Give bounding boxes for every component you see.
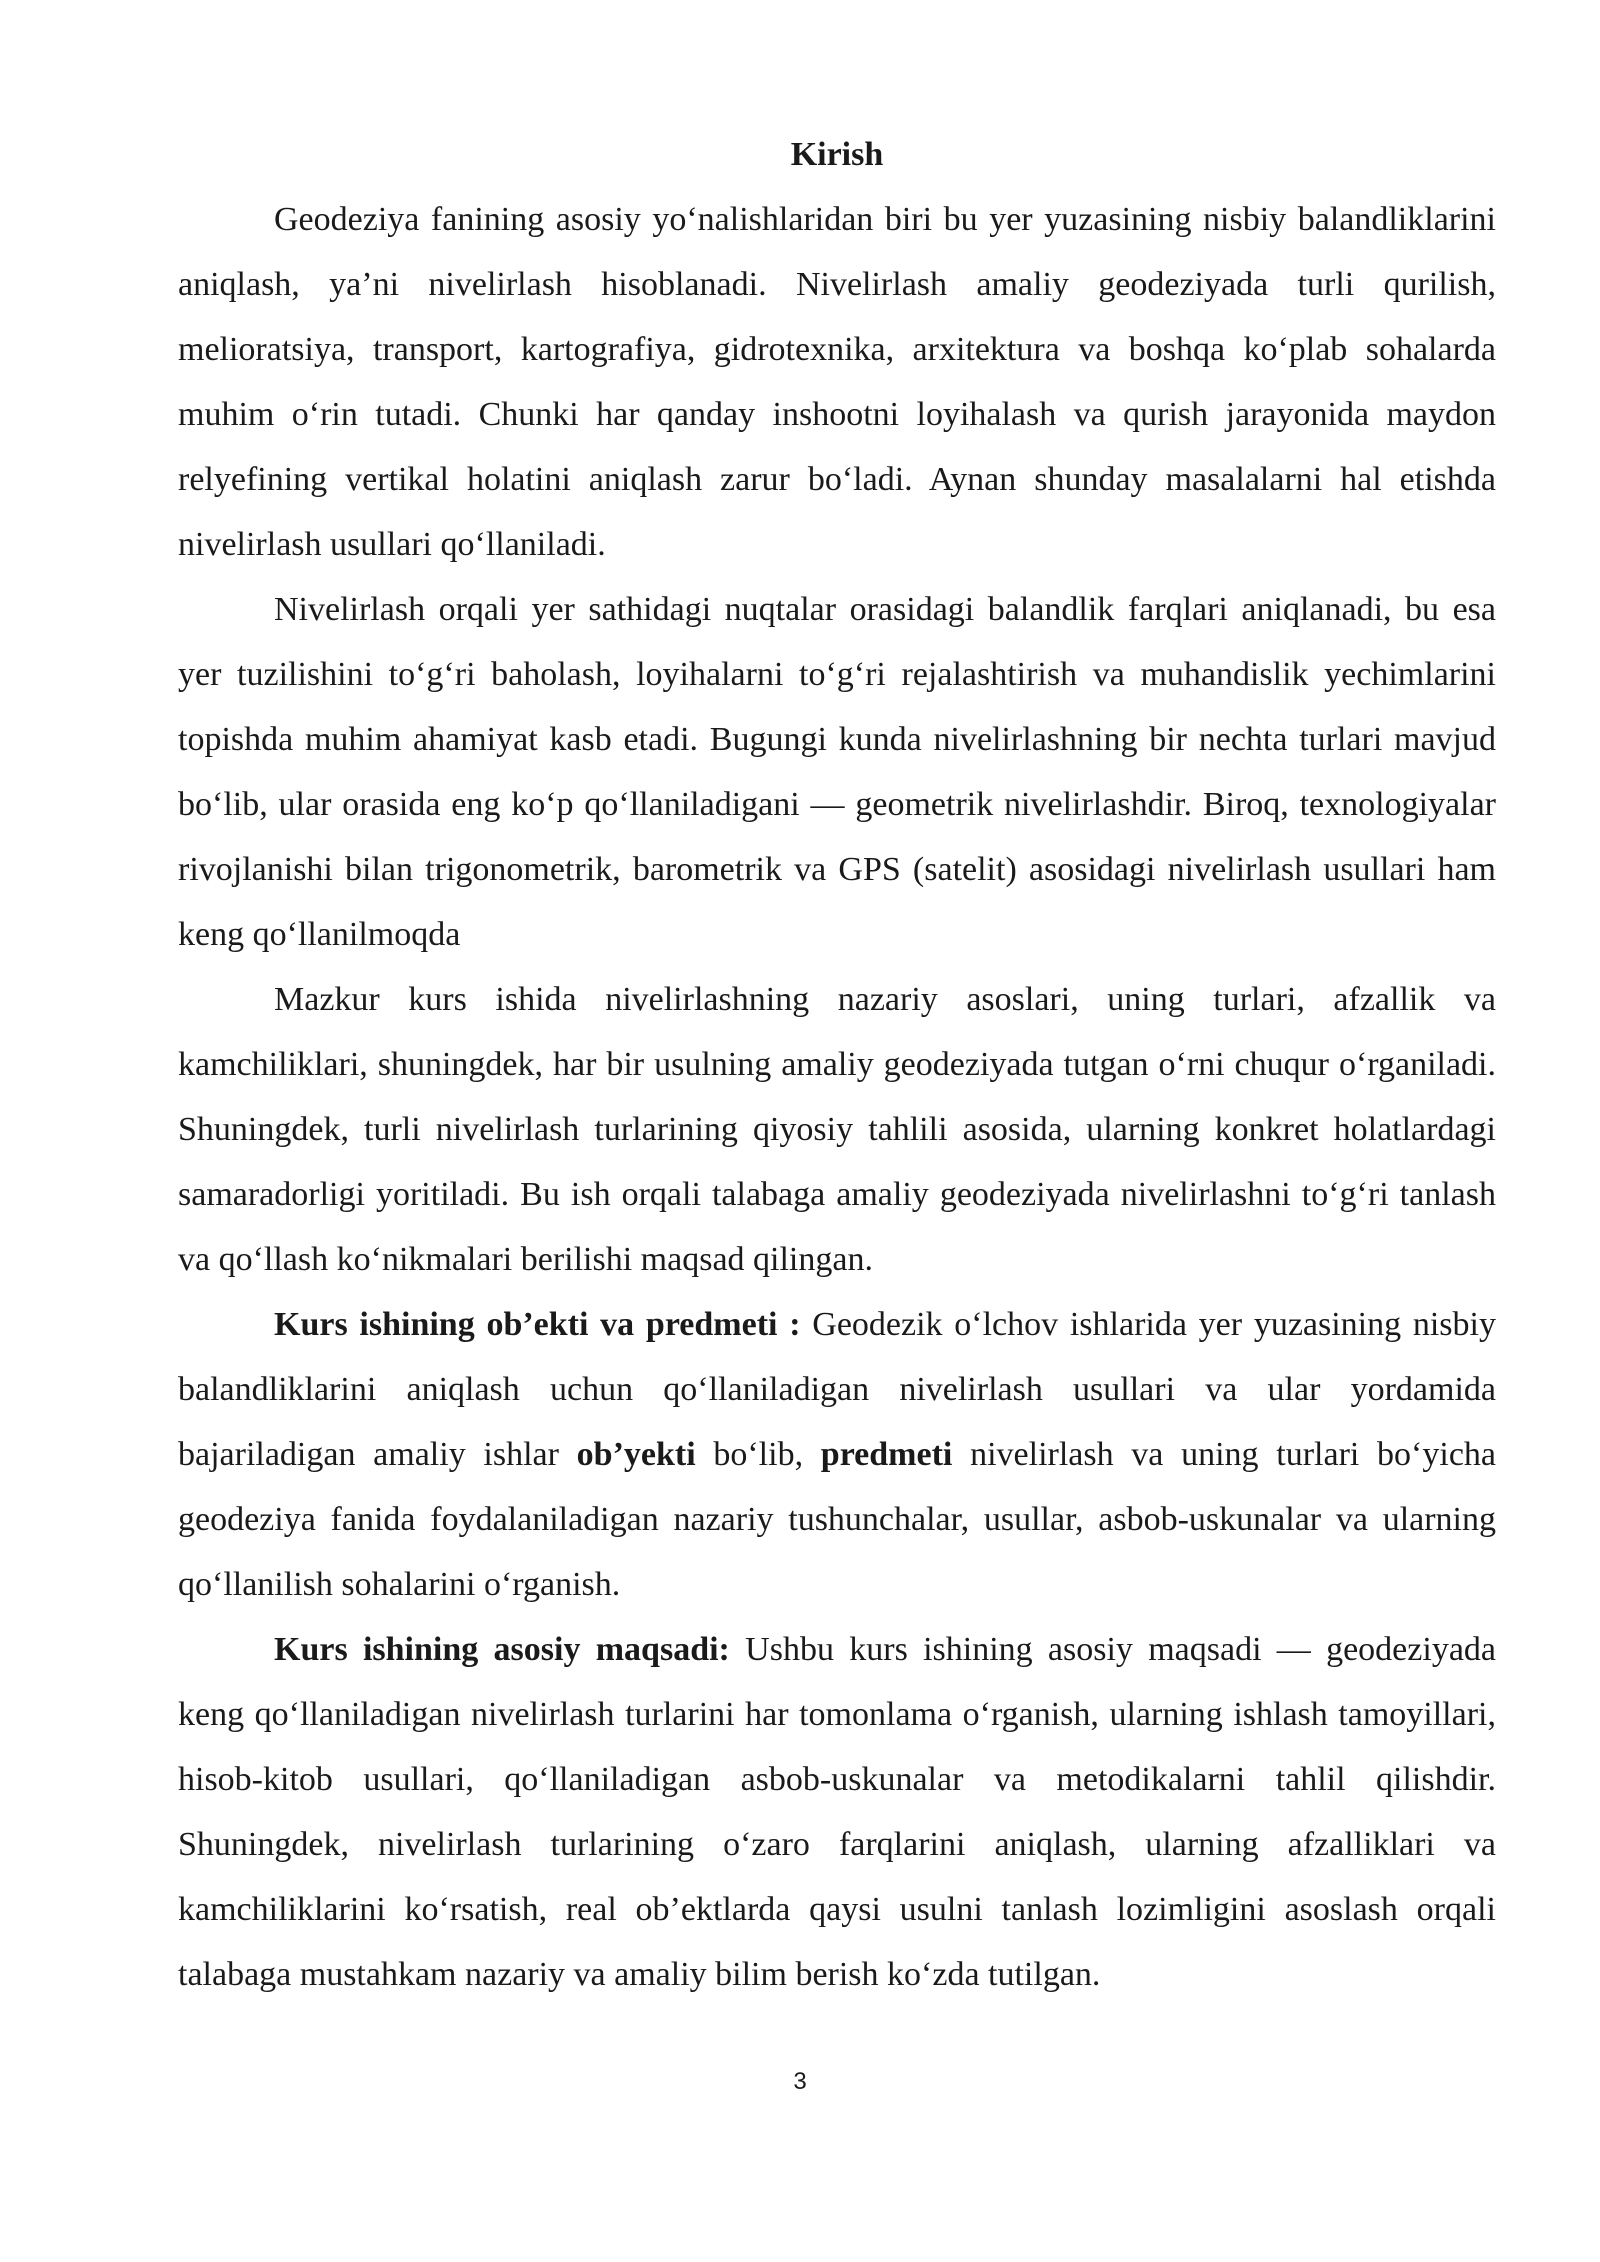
intro-paragraph-3: Mazkur kurs ishida nivelirlashning nazariy asoslari, uning turlari, afzallik va kamchiliklari, shuningdek, har bir usulning amaliy geodeziyada tutgan o‘rni chuqur o‘rganiladi. Shuningdek, turli nivelirlash turlarining qiyosiy tahlili asosida, ularning konkret holatlardagi samaradorligi yoritiladi. Bu ish orqali talabaga amaliy geodeziyada nivelirlashni to‘g‘ri tanlash va qo‘llash ko‘nikmalari berilishi maqsad qilingan. [178,981,1496,1278]
intro-paragraph-1: Geodeziya fanining asosiy yo‘nalishlaridan biri bu yer yuzasining nisbiy balandliklarini aniqlash, ya’ni nivelirlash hisoblanadi. Nivelirlash amaliy geodeziyada turli qurilish, melioratsiya, transport, kartografiya, gidrotexnika, arxitektura va boshqa ko‘plab sohalarda muhim o‘rin tutadi. Chunki har qanday inshootni loyihalash va qurish jarayonida maydon relyefining vertikal holatini aniqlash zarur bo‘ladi. Aynan shunday masalalarni hal etishda nivelirlash usullari qo‘llaniladi. [178,201,1496,563]
object-subject-paragraph [178,1292,1496,1617]
page-number: 3 [793,2068,807,2095]
object-subject-text-2: bo‘lib, [695,1436,821,1473]
object-term: ob’yekti [576,1436,696,1473]
intro-paragraph-2: Nivelirlash orqali yer sathidagi nuqtalar orasidagi balandlik farqlari aniqlanadi, bu esa yer tuzilishini to‘g‘ri baholash, loyihalarni to‘g‘ri rejalashtirish va muhandislik yechimlarini topishda muhim ahamiyat kasb etadi. Bugungi kunda nivelirlashning bir nechta turlari mavjud bo‘lib, ular orasida eng ko‘p qo‘llaniladigani — geometrik nivelirlashdir. Biroq, texnologiyalar rivojlanishi bilan trigonometrik, barometrik va GPS (satelit) asosidagi nivelirlash usullari ham keng qo‘llanilmoqda [178,591,1496,953]
section-title: Kirish [790,136,884,173]
subject-term: predmeti [820,1436,953,1473]
main-goal-paragraph [178,1617,1496,2007]
object-subject-text-3: nivelirlash va uning turlari bo‘yicha geodeziya fanida foydalaniladigan nazariy tushunchalar, usullar, asbob-uskunalar va ularning qo‘llanilish sohalarini o‘rganish. [178,1436,1496,1603]
document-page [178,122,1496,2007]
object-subject-heading: Kurs ishining ob’ekti va predmeti : [274,1306,801,1343]
main-goal-heading: Kurs ishining asosiy maqsadi: [274,1631,730,1668]
main-goal-text: Ushbu kurs ishining asosiy maqsadi — geodeziyada keng qo‘llaniladigan nivelirlash turlarini har tomonlama o‘rganish, ularning ishlash tamoyillari, hisob-kitob usullari, qo‘llaniladigan asbob-uskunalar va metodikalarni tahlil qilishdir. Shuningdek, nivelirlash turlarining o‘zaro farqlarini aniqlash, ularning afzalliklari va kamchiliklarini ko‘rsatish, real ob’ektlarda qaysi usulni tanlash lozimligini asoslash orqali talabaga mustahkam nazariy va amaliy bilim berish ko‘zda tutilgan. [178,1631,1496,1993]
object-subject-text-1: Geodezik o‘lchov ishlarida yer yuzasining nisbiy balandliklarini aniqlash uchun qo‘llaniladigan nivelirlash usullari va ular yordamida bajariladigan amaliy ishlar [178,1306,1496,1473]
